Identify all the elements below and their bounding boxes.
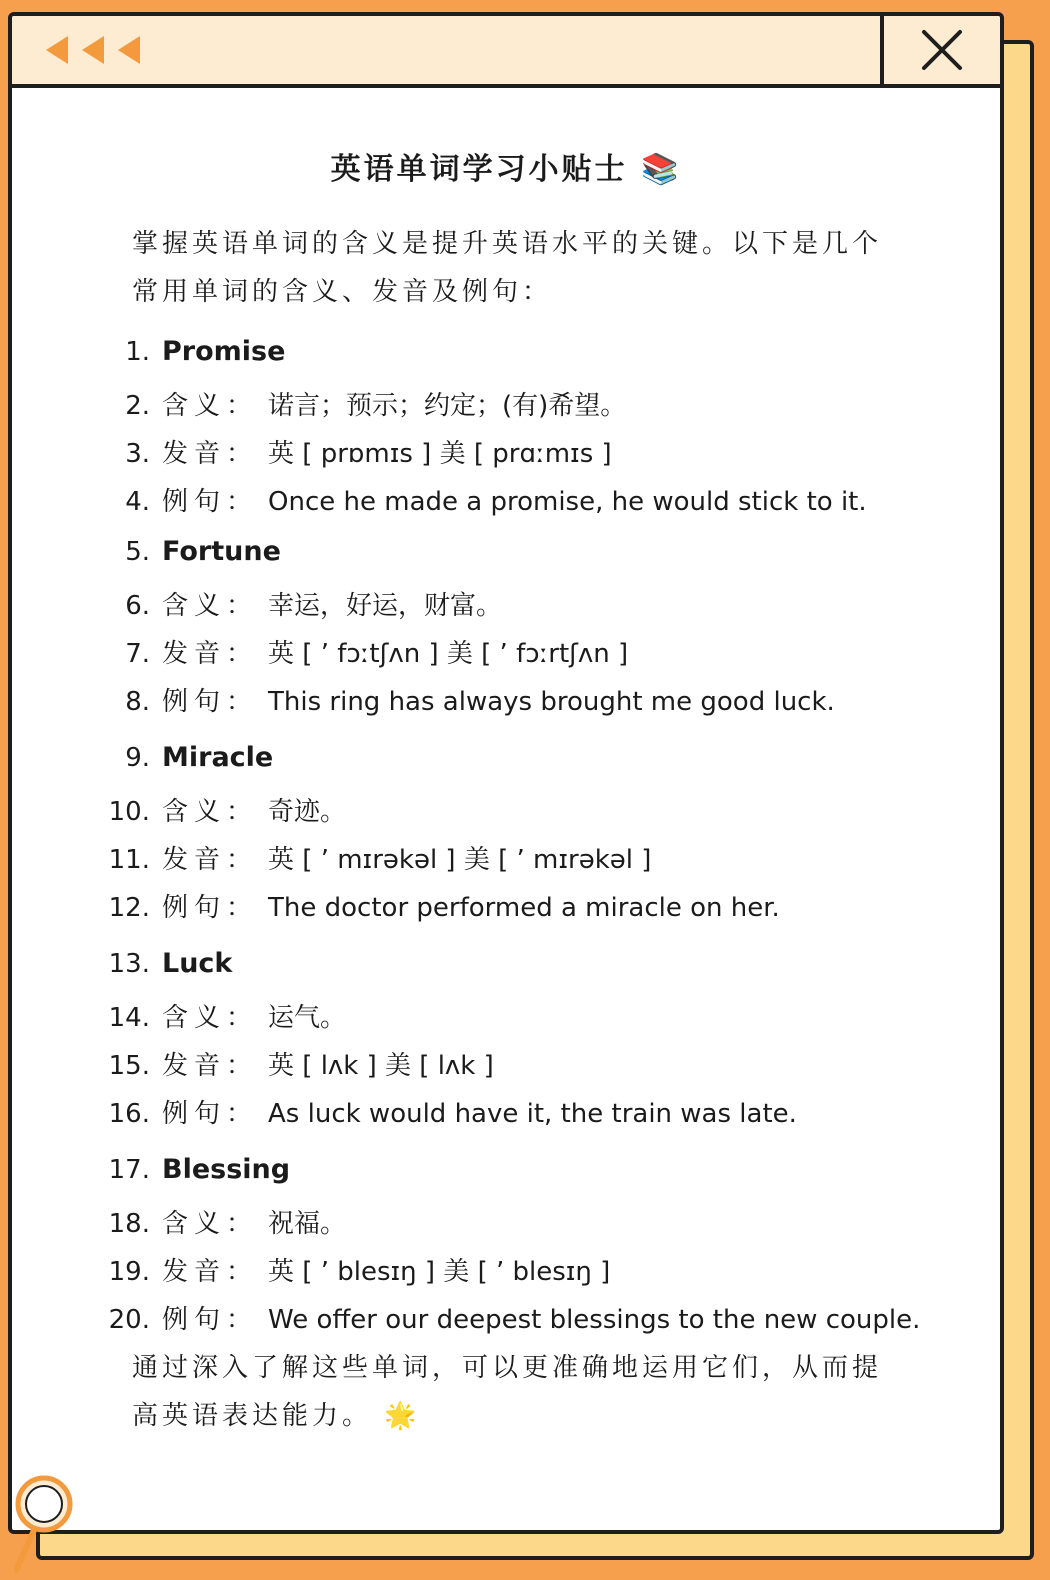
item-content [162, 792, 346, 832]
list-item [12, 1094, 1000, 1134]
item-number: 1. [125, 337, 150, 367]
item-content [162, 386, 626, 426]
list-item [12, 482, 1000, 522]
item-number: 7. [125, 639, 150, 669]
item-label: 发音： [162, 845, 259, 875]
list-item [12, 792, 1000, 832]
item-number: 13. [108, 949, 150, 979]
item-content [162, 434, 612, 474]
list-item [12, 634, 1000, 674]
item-value: 诺言；预示；约定；(有)希望。 [268, 391, 627, 421]
item-number: 10. [108, 797, 150, 827]
item-number: 6. [125, 591, 150, 621]
list-item [12, 586, 1000, 626]
back-arrows[interactable] [46, 36, 140, 64]
item-content [162, 1094, 797, 1134]
item-label: 发音： [162, 439, 259, 469]
item-value: 英 [ prɒmɪs ] 美 [ prɑːmɪs ] [268, 439, 612, 469]
item-label: 含义： [162, 797, 259, 827]
item-number: 17. [108, 1155, 150, 1185]
list-item [12, 888, 1000, 928]
item-label: 含义： [162, 1209, 259, 1239]
item-number: 11. [108, 845, 150, 875]
item-label: 含义： [162, 1003, 259, 1033]
item-label: 发音： [162, 639, 259, 669]
item-content [162, 586, 502, 626]
word-text: Promise [162, 336, 286, 367]
word-text: Blessing [162, 1154, 291, 1185]
item-number: 16. [108, 1099, 150, 1129]
item-number: 14. [108, 1003, 150, 1033]
item-value: Once he made a promise, he would stick to it. [268, 487, 867, 517]
list-item [12, 1252, 1000, 1292]
list-item [12, 386, 1000, 426]
item-label: 例句： [162, 1099, 259, 1129]
word-heading [12, 1150, 1000, 1190]
item-number: 20. [108, 1305, 150, 1335]
item-value: This ring has always brought me good luck. [268, 687, 835, 717]
outro-paragraph [132, 1344, 892, 1440]
item-label: 例句： [162, 893, 259, 923]
item-content [162, 1204, 346, 1244]
magnifier-icon [14, 1474, 84, 1574]
item-content [162, 738, 273, 778]
item-number: 9. [125, 743, 150, 773]
item-number: 5. [125, 537, 150, 567]
item-label: 例句： [162, 1305, 259, 1335]
item-number: 8. [125, 687, 150, 717]
item-value: 奇迹。 [268, 797, 347, 827]
word-text: Fortune [162, 536, 281, 567]
list-item [12, 434, 1000, 474]
item-content [162, 532, 281, 572]
item-label: 发音： [162, 1051, 259, 1081]
word-heading [12, 944, 1000, 984]
item-value: 祝福。 [268, 1209, 347, 1239]
item-value: 英 [ ’ fɔːtʃʌn ] 美 [ ’ fɔːrtʃʌn ] [268, 639, 629, 669]
note-window [8, 12, 1004, 1534]
item-content [162, 1252, 610, 1292]
word-heading [12, 332, 1000, 372]
item-content [162, 1300, 920, 1340]
list-item [12, 1046, 1000, 1086]
list-item [12, 682, 1000, 722]
item-label: 含义： [162, 391, 259, 421]
item-number: 18. [108, 1209, 150, 1239]
item-number: 12. [108, 893, 150, 923]
item-number: 15. [108, 1051, 150, 1081]
item-content [162, 1150, 290, 1190]
item-content [162, 998, 346, 1038]
sparkle-star-icon: 🌟 [384, 1401, 421, 1431]
word-heading [12, 738, 1000, 778]
item-value: 英 [ ’ mɪrəkəl ] 美 [ ’ mɪrəkəl ] [268, 845, 652, 875]
item-content [162, 1046, 494, 1086]
item-label: 发音： [162, 1257, 259, 1287]
intro-paragraph: 掌握英语单词的含义是提升英语水平的关键。以下是几个常用单词的含义、发音及例句： [132, 229, 883, 307]
item-number: 2. [125, 391, 150, 421]
item-content [162, 634, 628, 674]
list-item [12, 1300, 1000, 1340]
item-value: As luck would have it, the train was late. [268, 1099, 797, 1129]
back-arrow-icon[interactable] [118, 36, 140, 64]
item-content [162, 888, 780, 928]
item-content [162, 682, 835, 722]
word-heading [12, 532, 1000, 572]
item-number: 3. [125, 439, 150, 469]
item-number: 19. [108, 1257, 150, 1287]
item-label: 例句： [162, 487, 259, 517]
item-value: 英 [ ’ blesɪŋ ] 美 [ ’ blesɪŋ ] [268, 1257, 611, 1287]
item-content [162, 482, 867, 522]
list-item [12, 1204, 1000, 1244]
back-arrow-icon[interactable] [46, 36, 68, 64]
item-value: 运气。 [268, 1003, 347, 1033]
window-titlebar [12, 16, 1000, 88]
item-content [162, 332, 285, 372]
item-label: 例句： [162, 687, 259, 717]
list-item [12, 998, 1000, 1038]
item-value: We offer our deepest blessings to the new couple. [268, 1305, 921, 1335]
page-title: 英语单词学习小贴士 📚 [330, 152, 682, 187]
list-item [12, 840, 1000, 880]
item-content [162, 840, 651, 880]
item-number: 4. [125, 487, 150, 517]
close-button[interactable] [880, 16, 1000, 88]
word-text: Miracle [162, 742, 274, 773]
close-icon[interactable] [920, 28, 964, 72]
item-value: 幸运，好运，财富。 [268, 591, 503, 621]
back-arrow-icon[interactable] [82, 36, 104, 64]
item-value: 英 [ lʌk ] 美 [ lʌk ] [268, 1051, 494, 1081]
item-content [162, 944, 232, 984]
item-value: The doctor performed a miracle on her. [268, 893, 780, 923]
item-label: 含义： [162, 591, 259, 621]
outro-text: 通过深入了解这些单词，可以更准确地运用它们，从而提高英语表达能力。 [132, 1353, 883, 1431]
word-text: Luck [162, 948, 233, 979]
